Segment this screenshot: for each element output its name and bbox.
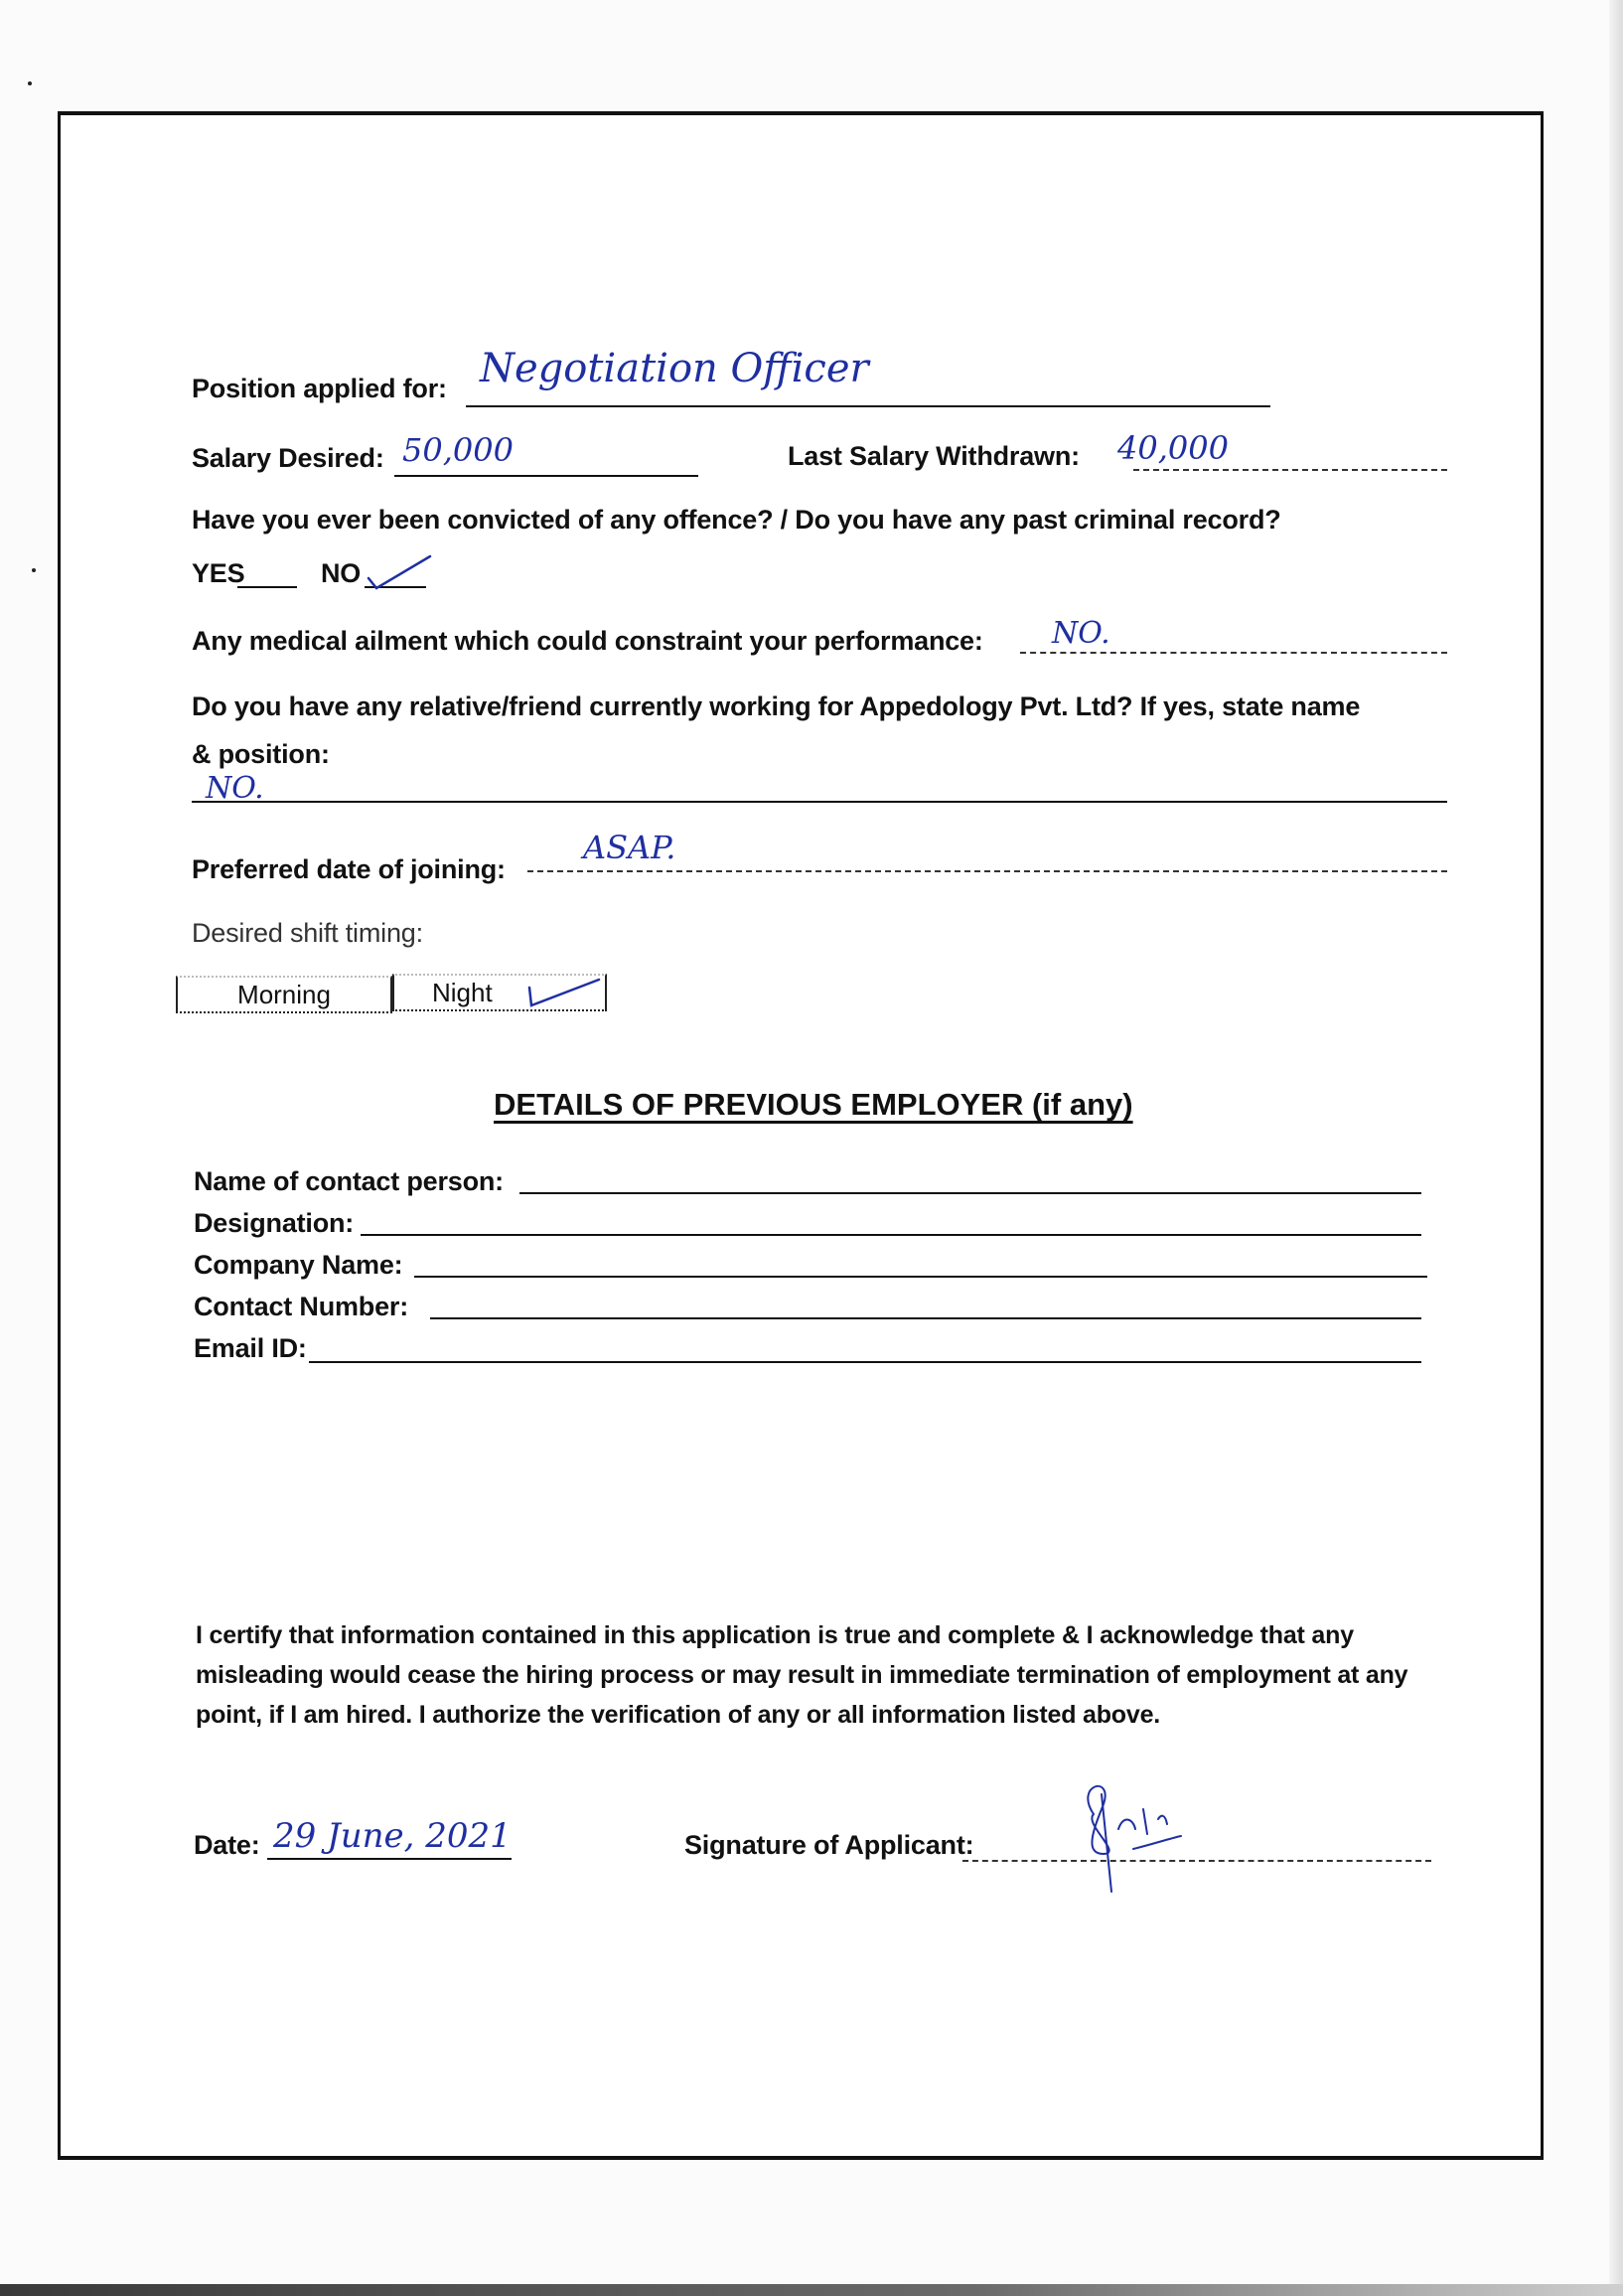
signature-line <box>962 1860 1431 1862</box>
scan-speck <box>32 568 36 572</box>
last-salary-value[interactable]: 40,000 <box>1117 429 1229 467</box>
medical-value[interactable]: NO. <box>1052 616 1110 651</box>
contact-number-label: Contact Number: <box>194 1292 409 1321</box>
check-mark-icon <box>365 552 434 592</box>
last-salary-line <box>1133 469 1447 471</box>
joining-value[interactable]: ASAP. <box>583 829 676 866</box>
relative-question-line1: Do you have any relative/friend currently working for Appedology Pvt. Ltd? If yes, state name <box>192 691 1361 721</box>
shift-option-morning[interactable] <box>176 976 392 1013</box>
designation-label: Designation: <box>194 1208 355 1238</box>
last-salary-label: Last Salary Withdrawn: <box>788 441 1080 471</box>
criminal-yes-line[interactable] <box>237 586 297 588</box>
criminal-yes-label: YES <box>192 558 245 588</box>
company-name-field[interactable] <box>414 1276 1427 1278</box>
position-label: Position applied for: <box>192 374 447 403</box>
joining-label: Preferred date of joining: <box>192 854 506 884</box>
signature-label: Signature of Applicant: <box>684 1830 974 1860</box>
criminal-no-label: NO <box>321 558 362 588</box>
signature-icon[interactable] <box>1064 1774 1193 1894</box>
contact-person-field[interactable] <box>519 1192 1421 1194</box>
check-mark-icon <box>523 976 603 1011</box>
shift-night-label: Night <box>432 977 493 1007</box>
criminal-record-question: Have you ever been convicted of any offence? / Do you have any past criminal record? <box>192 505 1281 535</box>
salary-desired-label: Salary Desired: <box>192 443 384 473</box>
company-name-label: Company Name: <box>194 1250 403 1280</box>
relative-value[interactable]: NO. <box>206 771 264 806</box>
salary-desired-value[interactable]: 50,000 <box>402 431 514 469</box>
relative-question-line2: & position: <box>192 739 330 769</box>
email-field[interactable] <box>309 1361 1421 1363</box>
shift-label: Desired shift timing: <box>192 918 423 948</box>
scan-edge-right <box>1609 0 1623 2296</box>
scan-edge-bottom <box>0 2284 1623 2296</box>
date-line <box>267 1858 512 1860</box>
position-value[interactable]: Negotiation Officer <box>480 346 869 391</box>
medical-label: Any medical ailment which could constraint your performance: <box>192 626 983 656</box>
medical-line <box>1020 652 1447 654</box>
shift-morning-label: Morning <box>237 979 331 1009</box>
form-page <box>58 111 1544 2160</box>
date-label: Date: <box>194 1830 260 1860</box>
scan-speck <box>28 81 32 85</box>
declaration-text: I certify that information contained in this application is true and complete & I acknowledge that any misleading would cease the hiring process or may result in immediate termination of employment at any point, if I am hired. I authorize the verification of any or all information listed above. <box>196 1621 1408 1729</box>
relative-line <box>192 801 1447 803</box>
email-label: Email ID: <box>194 1333 307 1363</box>
salary-desired-line <box>394 475 698 477</box>
position-line <box>466 405 1270 407</box>
previous-employer-heading: DETAILS OF PREVIOUS EMPLOYER (if any) <box>494 1087 1133 1122</box>
joining-line <box>527 870 1447 872</box>
date-value[interactable]: 29 June, 2021 <box>273 1816 512 1856</box>
designation-field[interactable] <box>361 1234 1421 1236</box>
contact-number-field[interactable] <box>430 1317 1421 1319</box>
contact-person-label: Name of contact person: <box>194 1166 504 1196</box>
